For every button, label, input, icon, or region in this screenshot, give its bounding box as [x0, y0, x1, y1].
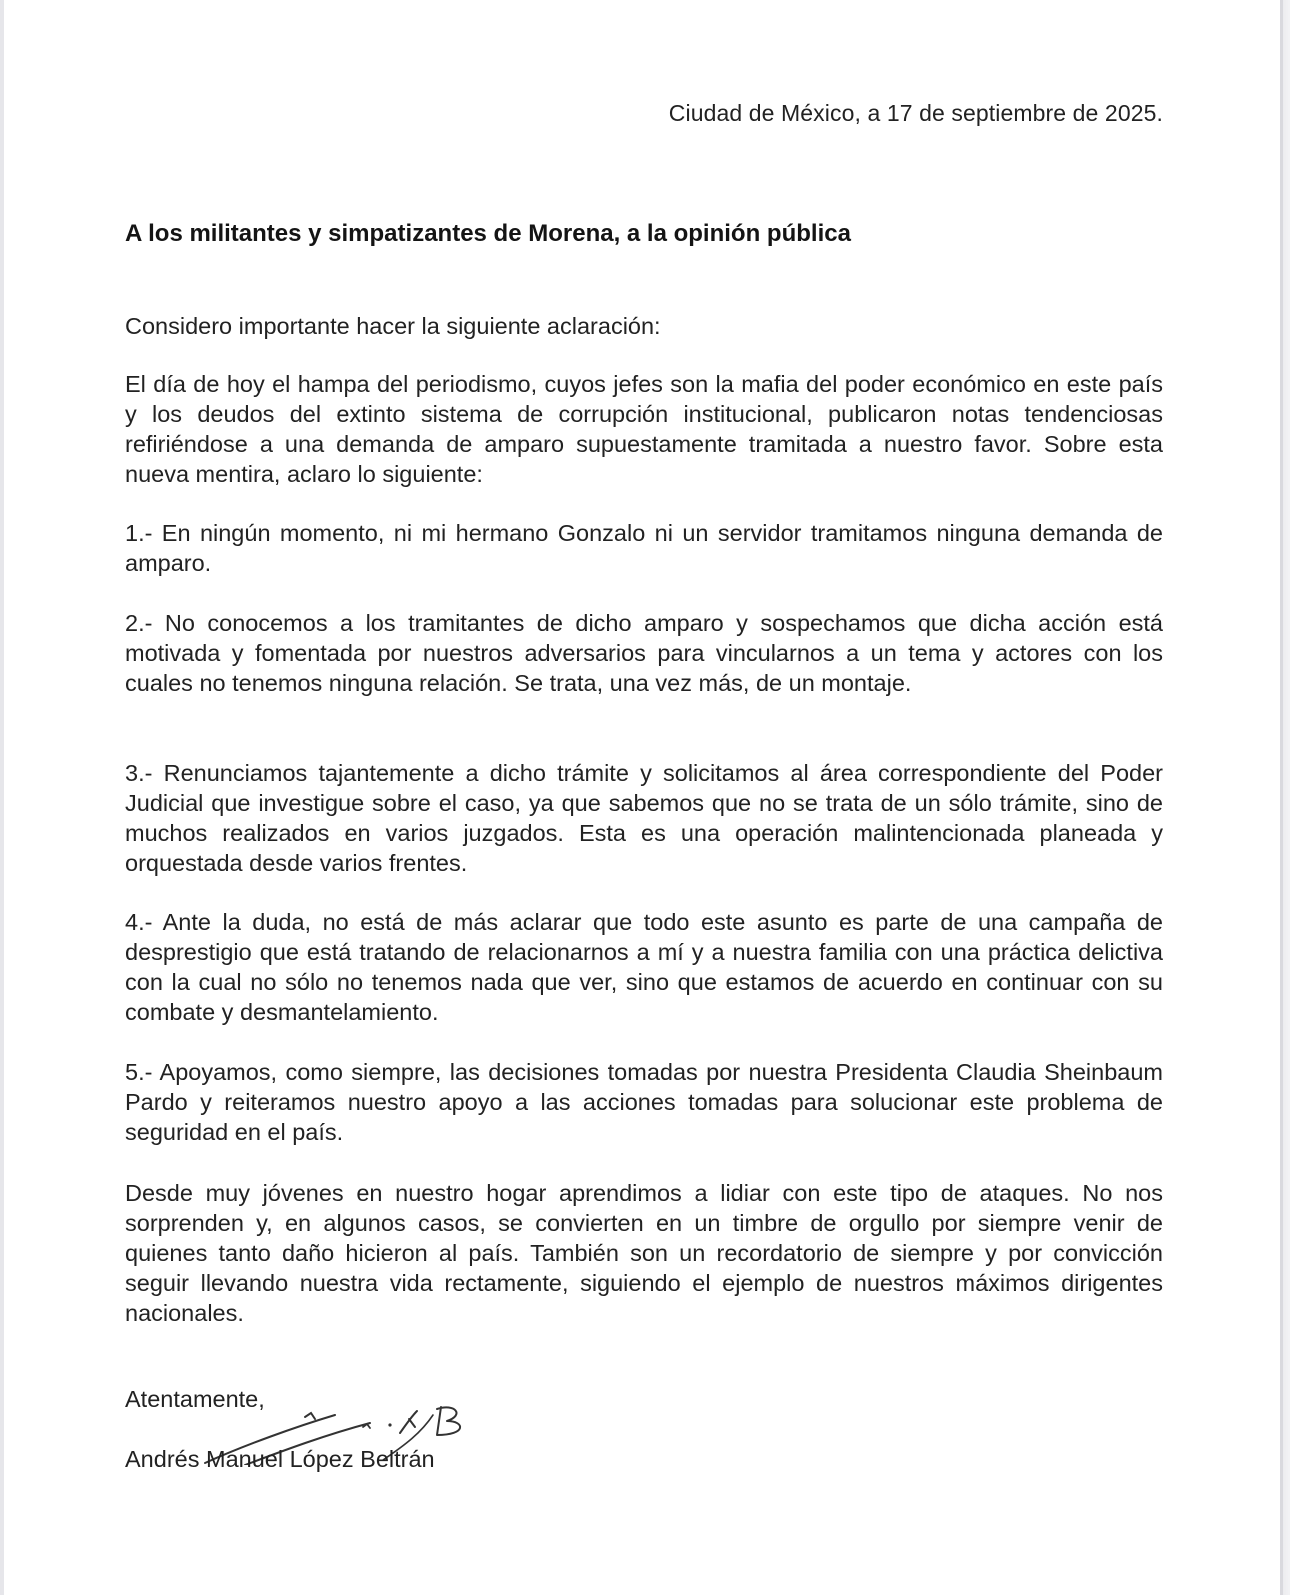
page-edge-right [1280, 0, 1290, 1595]
signer-name: Andrés Manuel López Beltrán [125, 1446, 435, 1472]
date-line: Ciudad de México, a 17 de septiembre de 2025. [668, 100, 1163, 126]
closing-paragraph: Desde muy jóvenes en nuestro hogar aprendimos a lidiar con este tipo de ataques. No nos sorprenden y, en algunos casos, se convierten en un timbre de orgullo por siempre venir de quienes tanto daño hicieron al país. También son un recordatorio de siempre y por convicción seguir llevando nuestra vida rectamente, siguiendo el ejemplo de nuestros máximos dirigentes nacionales. [125, 1180, 1163, 1326]
salutation-heading: A los militantes y simpatizantes de Morena, a la opinión pública [125, 220, 851, 247]
point-2: 2.- No conocemos a los tramitantes de dicho amparo y sospechamos que dicha acción está motivada y fomentada por nuestros adversarios para vincularnos a un tema y actores con los cuales no tenemos ninguna relación. Se trata, una vez más, de un montaje. [125, 610, 1163, 696]
point-3: 3.- Renunciamos tajantemente a dicho trámite y solicitamos al área correspondiente del Poder Judicial que investigue sobre el caso, ya que sabemos que no se trata de un sólo trámite, sino de muchos realizados en varios juzgados. Esta es una operación malintencionada planeada y orquestada desde varios frentes. [125, 760, 1163, 876]
point-1: 1.- En ningún momento, ni mi hermano Gonzalo ni un servidor tramitamos ninguna demanda de amparo. [125, 520, 1163, 576]
point-4: 4.- Ante la duda, no está de más aclarar que todo este asunto es parte de una campaña de desprestigio que está tratando de relacionarnos a mí y a nuestra familia con una práctica delictiva con la cual no sólo no tenemos nada que ver, sino que estamos de acuerdo en continuar con su combate y desmantelamiento. [125, 909, 1163, 1025]
page-edge-left [0, 0, 4, 1595]
main-paragraph: El día de hoy el hampa del periodismo, cuyos jefes son la mafia del poder económico en este país y los deudos del extinto sistema de corrupción institucional, publicaron notas tendenciosas refiriéndose a una demanda de amparo supuestamente tramitada a nuestro favor. Sobre esta nueva mentira, aclaro lo siguiente: [125, 371, 1163, 487]
point-5: 5.- Apoyamos, como siempre, las decisiones tomadas por nuestra Presidenta Claudia Sheinbaum Pardo y reiteramos nuestro apoyo a las acciones tomadas para solucionar este problema de seguridad en el país. [125, 1059, 1163, 1145]
intro-line: Considero importante hacer la siguiente aclaración: [125, 313, 661, 339]
sign-off: Atentamente, [125, 1386, 265, 1412]
